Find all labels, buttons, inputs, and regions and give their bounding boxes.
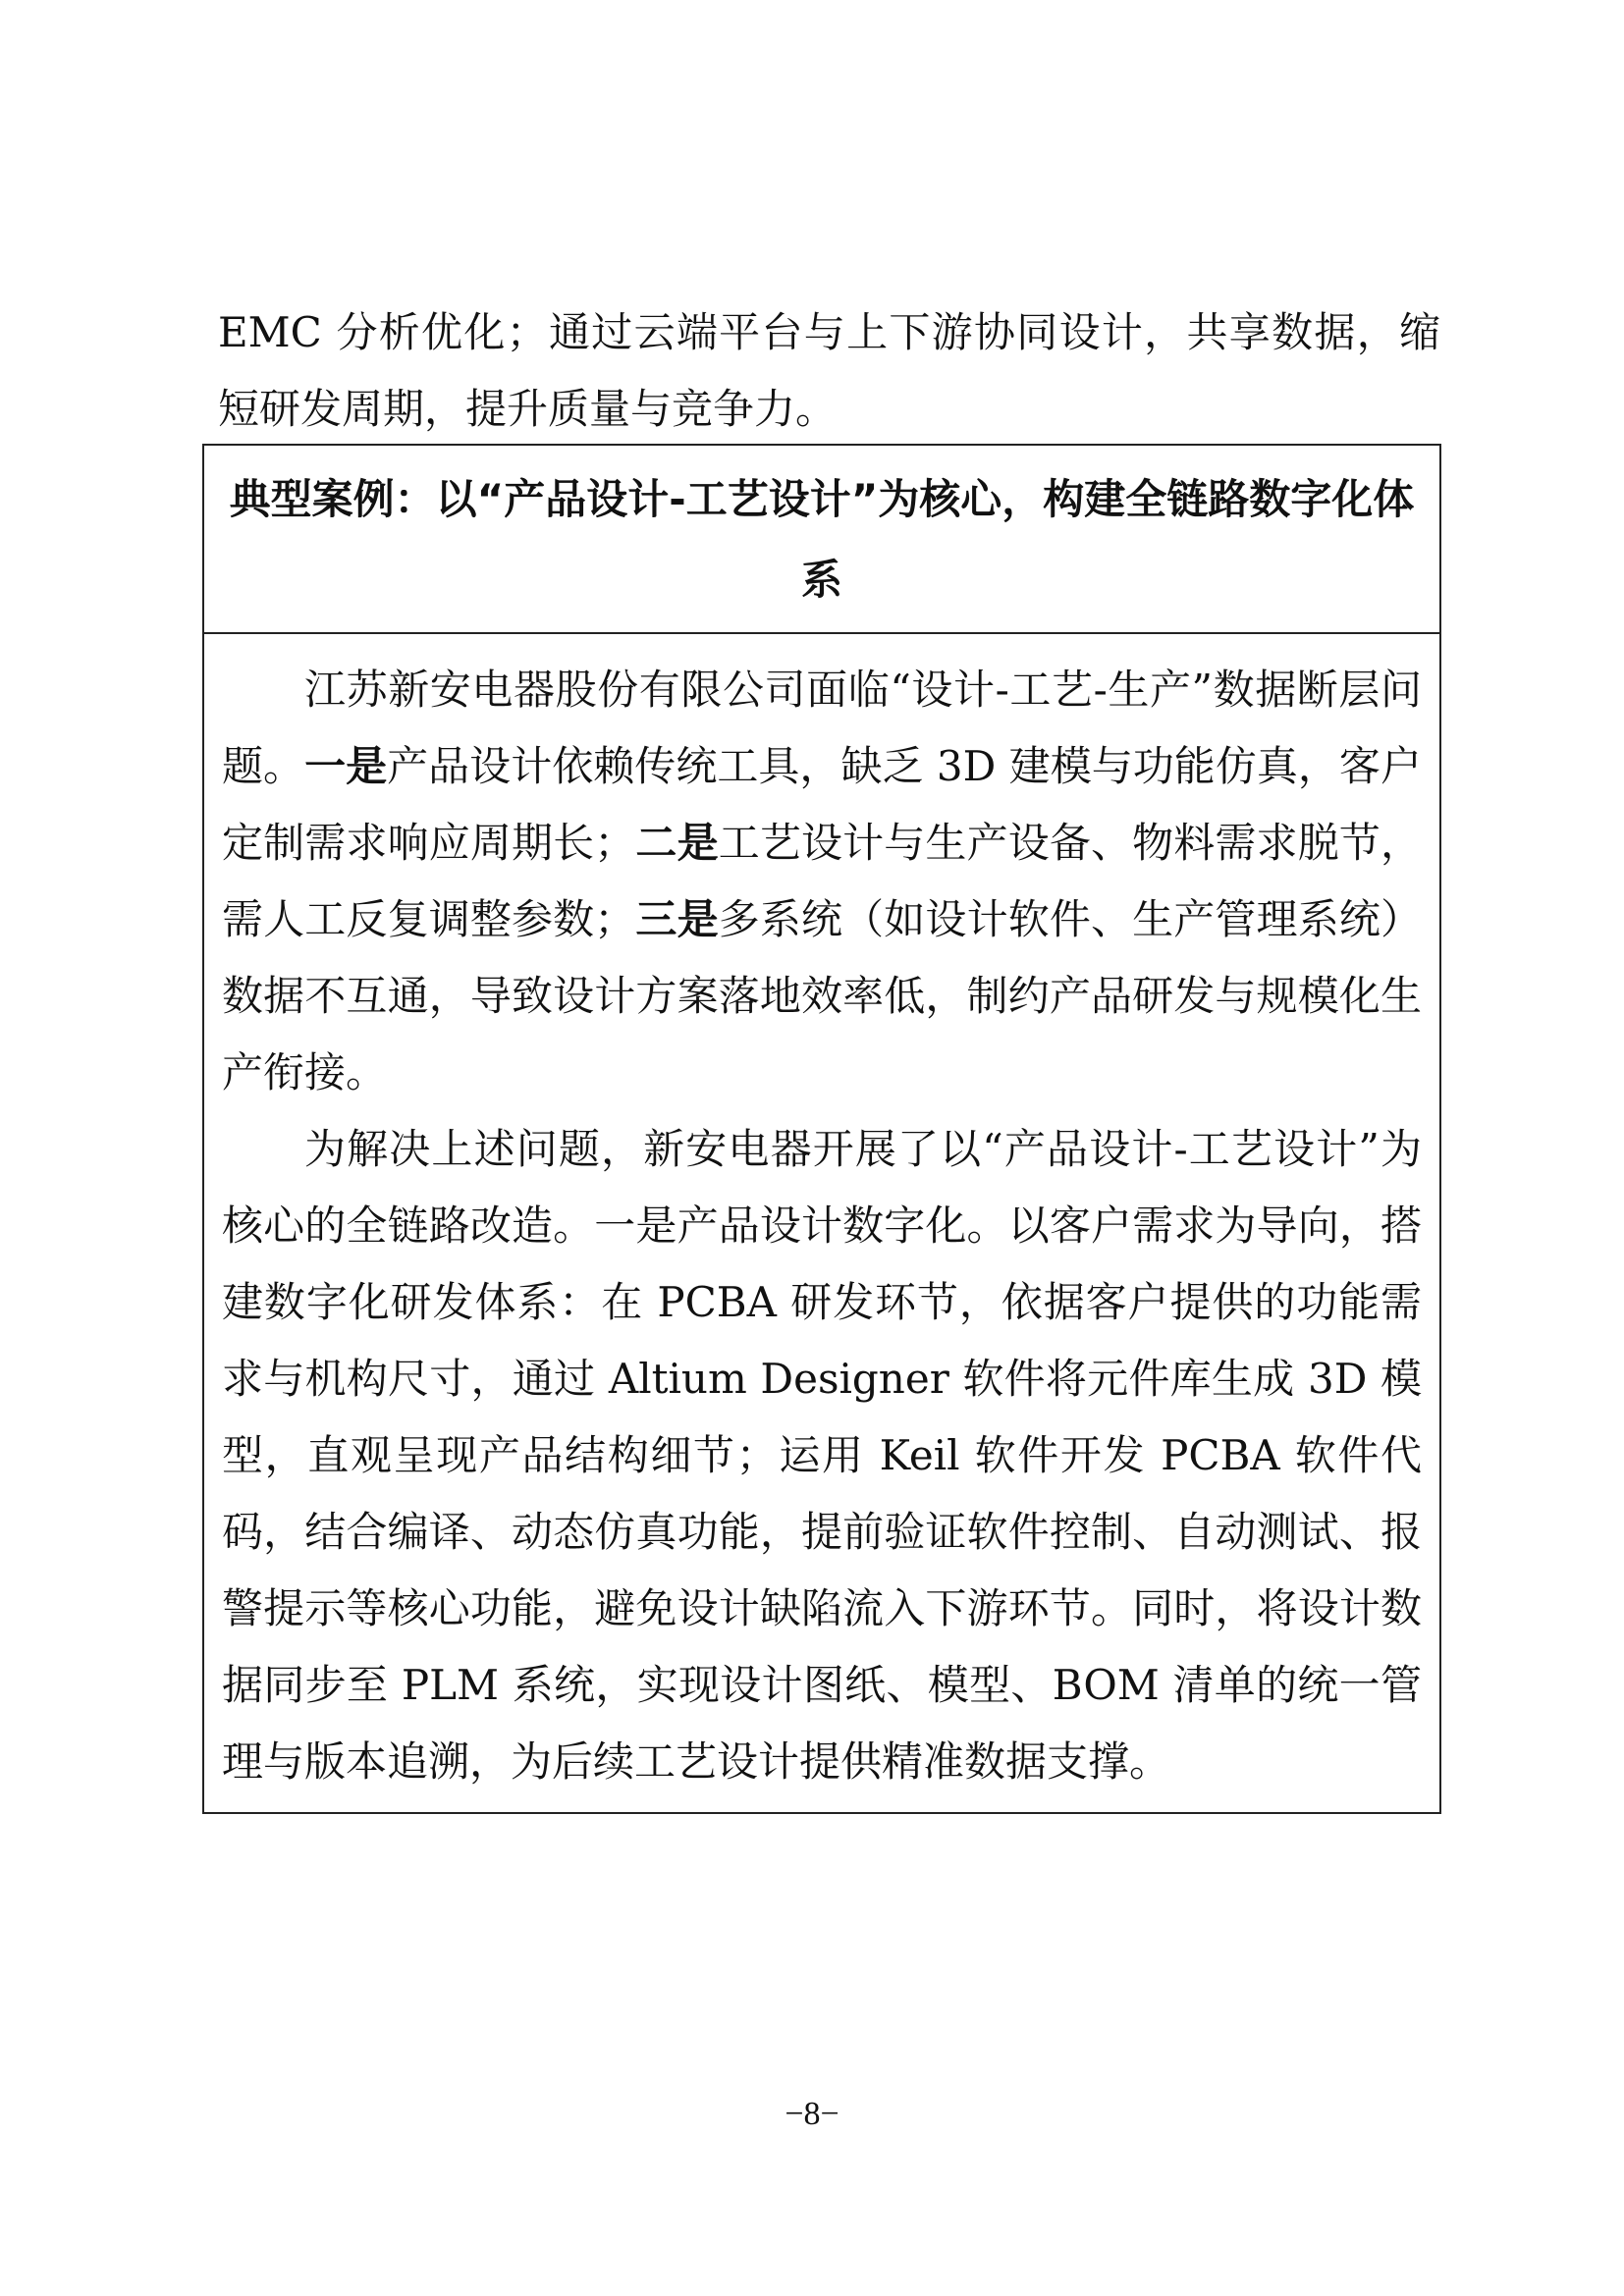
point1-label: 一是 (304, 742, 388, 790)
point3-label: 三是 (635, 895, 719, 943)
point3-text: 多系统（如设计软件、生产管理系统）数据不互通，导致设计方案落地效率低，制约产品研发与规模化生产衔接。 (222, 895, 1422, 1096)
page-number: −8− (785, 2096, 839, 2132)
case-paragraph-solution: 为解决上述问题，新安电器开展了以“产品设计-工艺设计”为核心的全链路改造。一是产品设计数字化。以客户需求为导向，搭建数字化研发体系：在 PCBA 研发环节，依据客户提供的功能需求与机构尺寸，通过 Altium Designer 软件将元件库生成 3D 模型，直观呈现产品结构细节；运用 Keil 软件开发 PCBA 软件代码，结合编译、动态仿真功能，提前验证软件控制、自动测试、报警提示等核心功能，避免设计缺陷流入下游环节。同时，将设计数据同步至 PLM 系统，实现设计图纸、模型、BOM 清单的统一管理与版本追溯，为后续工艺设计提供精准数据支撑。 (222, 1125, 1422, 1786)
problem-lead: 江苏新安电器股份有限公司面临“设计-工艺-生产”数据断层问题。 (222, 666, 1422, 790)
case-paragraph-problems (222, 652, 1422, 1111)
point1-text: 产品设计依赖传统工具，缺乏 3D 建模与功能仿真，客户定制需求响应周期长； (222, 742, 1422, 867)
case-study-box (202, 444, 1441, 1814)
point2-text: 工艺设计与生产设备、物料需求脱节，需人工反复调整参数； (222, 819, 1422, 943)
intro-paragraph: EMC 分析优化；通过云端平台与上下游协同设计，共享数据，缩短研发周期，提升质量与竞争力。 (218, 308, 1440, 433)
case-study-body (204, 634, 1439, 1812)
case-study-title: 典型案例：以“产品设计-工艺设计”为核心，构建全链路数字化体系 (204, 446, 1439, 634)
point2-label: 二是 (635, 819, 719, 867)
